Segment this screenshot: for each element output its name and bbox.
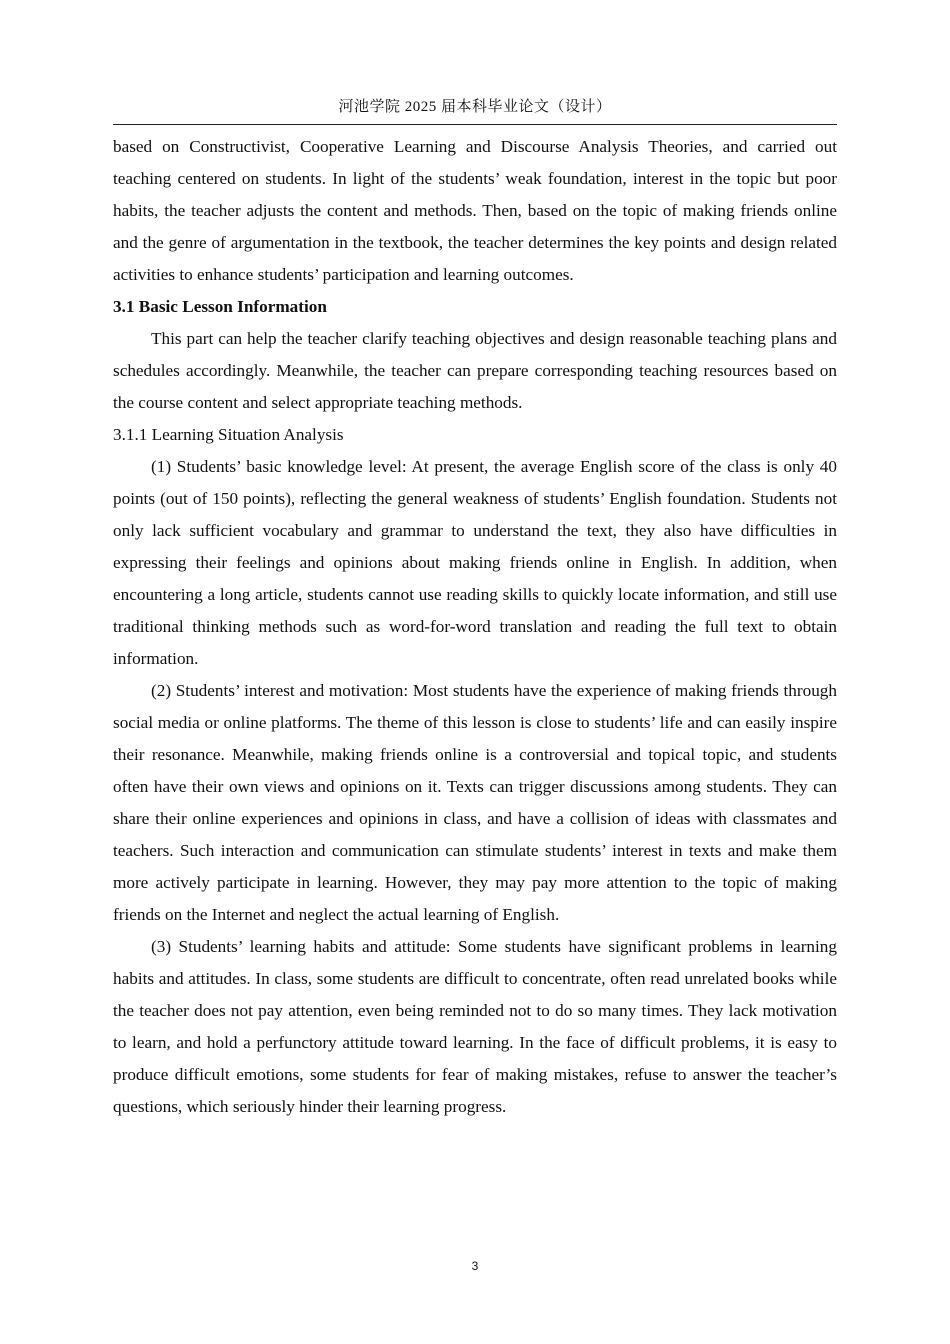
subsection-heading: 3.1.1 Learning Situation Analysis	[113, 425, 344, 444]
paragraph-knowledge-level: (1) Students’ basic knowledge level: At present, the average English score of the class is only 40 points (out of 150 points), reflecting the general weakness of students’ English foundation. Students not only lack sufficient vocabulary and grammar to understand the text, they also have difficulties in expressing their feelings and opinions about making friends online in English. In addition, when encountering a long article, students cannot use reading skills to quickly locate information, and still use traditional thinking methods such as word-for-word translation and reading the full text to obtain information.	[113, 457, 837, 668]
body-text	[113, 131, 837, 1123]
running-header: 河池学院 2025 届本科毕业论文（设计）	[338, 99, 612, 115]
section-heading: 3.1 Basic Lesson Information	[113, 297, 327, 316]
paragraph-intro: based on Constructivist, Cooperative Learning and Discourse Analysis Theories, and carried out teaching centered on students. In light of the students’ weak foundation, interest in the topic but poor habits, the teacher adjusts the content and methods. Then, based on the topic of making friends online and the genre of argumentation in the textbook, the teacher determines the key points and design related activities to enhance students’ participation and learning outcomes.	[113, 137, 837, 284]
paragraph-section-intro: This part can help the teacher clarify teaching objectives and design reasonable teaching plans and schedules accordingly. Meanwhile, the teacher can prepare corresponding teaching resources based on the course content and select appropriate teaching methods.	[113, 329, 837, 412]
paragraph-habits-attitude: (3) Students’ learning habits and attitude: Some students have significant problems in learning habits and attitudes. In class, some students are difficult to concentrate, often read unrelated books while the teacher does not pay attention, even being reminded not to do so many times. They lack motivation to learn, and hold a perfunctory attitude toward learning. In the face of difficult problems, it is easy to produce difficult emotions, some students for fear of making mistakes, refuse to answer the teacher’s questions, which seriously hinder their learning progress.	[113, 937, 837, 1116]
paragraph-interest-motivation: (2) Students’ interest and motivation: Most students have the experience of making friends through social media or online platforms. The theme of this lesson is close to students’ life and can easily inspire their resonance. Meanwhile, making friends online is a controversial and topical topic, and students often have their own views and opinions on it. Texts can trigger discussions among students. They can share their online experiences and opinions in class, and have a collision of ideas with classmates and teachers. Such interaction and communication can stimulate students’ interest in texts and make them more actively participate in learning. However, they may pay more attention to the topic of making friends on the Internet and neglect the actual learning of English.	[113, 681, 837, 924]
header-rule	[113, 124, 837, 125]
page-number: 3	[471, 1259, 479, 1273]
